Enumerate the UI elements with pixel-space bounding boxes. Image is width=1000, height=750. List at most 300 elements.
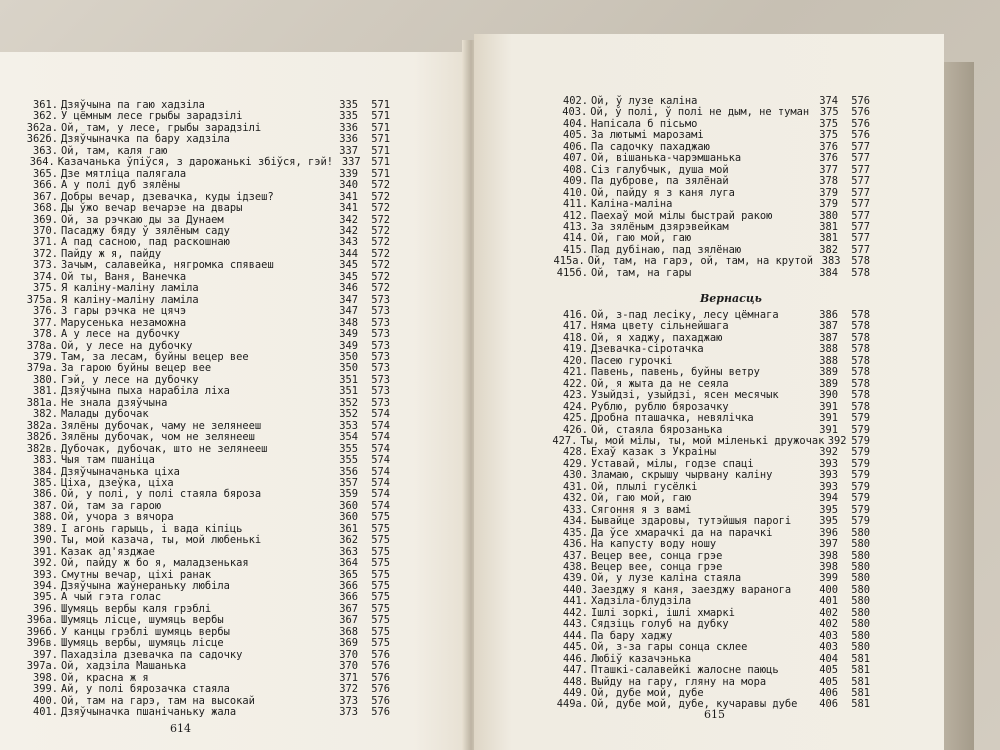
entry-notes-page: 577 [851, 243, 870, 256]
entry-title: Ой ты, Ваня, Ванечка [61, 270, 187, 283]
entry-title: Шумяць вербы каля грэблі [61, 602, 212, 615]
entry-number: 379а. [26, 362, 58, 375]
entry-text-page: 397 [819, 538, 838, 551]
entry-notes-page: 576 [851, 117, 870, 130]
entry-title: Дзяўчына па гаю хадзіла [61, 99, 205, 111]
entry-text-page: 379 [819, 198, 838, 211]
entry-text-page: 388 [819, 354, 838, 367]
entry-notes-page: 573 [371, 373, 390, 386]
index-entry [548, 493, 870, 504]
entry-notes-page: 580 [851, 549, 870, 562]
entry-title: Каліна-маліна [591, 198, 673, 211]
entry-text-page: 357 [339, 476, 358, 489]
entry-text-page: 390 [819, 389, 838, 402]
entry-number: 443. [562, 618, 588, 631]
entry-title: Гэй, у лесе на дубочку [61, 373, 199, 386]
entry-text-page: 405 [819, 675, 838, 688]
entry-notes-page: 581 [851, 675, 870, 688]
entry-number: 396а. [26, 614, 58, 627]
entry-text-page: 341 [339, 190, 358, 203]
index-entry [548, 268, 870, 279]
entry-notes-page: 572 [371, 190, 390, 203]
entry-notes-page: 579 [851, 446, 870, 459]
entry-number: 363. [32, 144, 58, 157]
entry-title: Ішлі зоркі, ішлі хмаркі [591, 606, 735, 619]
entry-number: 436. [562, 538, 588, 551]
entry-text-page: 352 [339, 396, 358, 409]
entry-title: Чыя там пшаніца [61, 454, 155, 467]
entry-number: 396в. [26, 637, 58, 650]
entry-notes-page: 578 [851, 309, 870, 321]
entry-text-page: 360 [339, 511, 358, 524]
entry-number: 385. [32, 476, 58, 489]
entry-text-page: 396 [819, 526, 838, 539]
index-entry [18, 180, 390, 191]
entry-text-page: 343 [339, 236, 358, 249]
entry-text-page: 405 [819, 664, 838, 677]
left-index-list [18, 100, 390, 718]
entry-notes-page: 580 [851, 560, 870, 573]
entry-number: 382. [32, 408, 58, 421]
entry-notes-page: 573 [371, 293, 390, 306]
entry-title: І агонь гарыць, і вада кіпіць [61, 522, 243, 535]
entry-title: Добры вечар, дзевачка, куды ідзеш? [61, 190, 274, 203]
entry-number: 368. [32, 202, 58, 215]
entry-text-page: 345 [339, 259, 358, 272]
index-entry [548, 390, 870, 401]
entry-text-page: 366 [339, 580, 358, 593]
index-entry [548, 642, 870, 653]
index-entry [18, 707, 390, 718]
entry-text-page: 362 [339, 534, 358, 547]
entry-number: 392. [32, 557, 58, 570]
entry-title: Ой, дубе мой, дубе, кучаравы дубе [591, 698, 798, 711]
entry-text-page: 389 [819, 377, 838, 390]
entry-text-page: 355 [339, 454, 358, 467]
entry-notes-page: 572 [371, 213, 390, 226]
entry-number: 447. [562, 664, 588, 677]
entry-text-page: 342 [339, 224, 358, 237]
entry-number: 409. [562, 175, 588, 188]
entry-title: Вецер вее, сонца грэе [591, 560, 723, 573]
entry-notes-page: 579 [851, 503, 870, 516]
entry-text-page: 340 [339, 179, 358, 192]
entry-number: 440. [562, 583, 588, 596]
entry-notes-page: 578 [851, 400, 870, 413]
entry-number: 444. [562, 629, 588, 642]
entry-notes-page: 572 [371, 179, 390, 192]
entry-text-page: 391 [819, 412, 838, 425]
entry-number: 362а. [26, 121, 58, 134]
entry-title: Узыйдзі, узыйдзі, ясен месячык [591, 389, 779, 402]
entry-notes-page: 579 [851, 457, 870, 470]
entry-title: Ой, там, у лесе, грыбы зарадзілі [61, 121, 262, 134]
entry-notes-page: 576 [371, 648, 390, 661]
entry-number: 431. [562, 480, 588, 493]
entry-notes-page: 573 [371, 362, 390, 375]
entry-text-page: 366 [339, 591, 358, 604]
entry-notes-page: 578 [851, 331, 870, 344]
entry-number: 387. [32, 499, 58, 512]
entry-notes-page: 577 [851, 220, 870, 233]
entry-number: 382а. [26, 419, 58, 432]
entry-title: Я каліну-маліну ламіла [61, 293, 199, 306]
entry-title: Ой, за рэчкаю ды за Дунаем [61, 213, 224, 226]
entry-notes-page: 581 [851, 686, 870, 699]
index-entry [548, 367, 870, 378]
entry-notes-page: 575 [371, 580, 390, 593]
entry-text-page: 342 [339, 213, 358, 226]
index-entry [548, 153, 870, 164]
left-page-number: 614 [170, 722, 191, 735]
entry-text-page: 389 [819, 366, 838, 379]
entry-title: Марусенька незаможна [61, 316, 187, 329]
entry-notes-page: 578 [851, 366, 870, 379]
entry-notes-page: 580 [851, 629, 870, 642]
entry-notes-page: 576 [371, 683, 390, 696]
entry-title: Ой, плылі гусёлкі [591, 480, 698, 493]
entry-notes-page: 574 [371, 454, 390, 467]
entry-text-page: 386 [819, 309, 838, 321]
entry-text-page: 351 [339, 385, 358, 398]
entry-number: 366. [32, 179, 58, 192]
entry-notes-page: 574 [371, 408, 390, 421]
entry-text-page: 374 [819, 95, 838, 107]
entry-title: Ой, з-пад лесіку, лесу цёмнага [591, 309, 779, 321]
entry-text-page: 373 [339, 694, 358, 707]
entry-title: Зачым, салавейка, нягромка спяваеш [61, 259, 274, 272]
entry-title: Ой, стаяла бярозанька [591, 423, 723, 436]
entry-title: Ты, мой мілы, ты, мой міленькі дружочак [580, 434, 825, 447]
entry-number: 398. [32, 671, 58, 684]
entry-notes-page: 576 [851, 95, 870, 107]
entry-number: 390. [32, 534, 58, 547]
entry-text-page: 363 [339, 545, 358, 558]
book-cover-edge [944, 62, 974, 750]
entry-text-page: 391 [819, 400, 838, 413]
entry-notes-page: 574 [371, 476, 390, 489]
entry-notes-page: 580 [851, 618, 870, 631]
entry-title: Ой, красна ж я [61, 671, 149, 684]
entry-number: 415а. [553, 255, 585, 268]
index-entry [548, 199, 870, 210]
entry-text-page: 350 [339, 350, 358, 363]
entry-notes-page: 572 [371, 224, 390, 237]
entry-title: Дзяўчына жаўнераньку любіла [61, 580, 230, 593]
entry-notes-page: 578 [851, 377, 870, 390]
entry-notes-page: 575 [371, 511, 390, 524]
index-entry [18, 283, 390, 294]
entry-number: 419. [562, 343, 588, 356]
entry-number: 400. [32, 694, 58, 707]
entry-number: 380. [32, 373, 58, 386]
entry-text-page: 360 [339, 499, 358, 512]
entry-title: Шумяць вербы, шумяць лісце [61, 637, 224, 650]
index-entry [548, 539, 870, 550]
entry-notes-page: 573 [371, 396, 390, 409]
entry-text-page: 380 [819, 209, 838, 222]
right-index-list-bottom [548, 310, 870, 711]
entry-number: 377. [32, 316, 58, 329]
entry-text-page: 337 [341, 156, 361, 169]
entry-number: 382б. [26, 431, 58, 444]
entry-title: Ехаў казак з Украіны [591, 446, 717, 459]
entry-title: Ой, гаю мой, гаю [591, 232, 692, 245]
entry-notes-page: 580 [851, 641, 870, 654]
entry-text-page: 370 [339, 648, 358, 661]
entry-notes-page: 576 [371, 694, 390, 707]
entry-title: Казак ад'язджае [61, 545, 155, 558]
entry-text-page: 356 [339, 465, 358, 478]
entry-number: 372. [32, 247, 58, 260]
entry-number: 441. [562, 595, 588, 608]
entry-number: 395. [32, 591, 58, 604]
entry-title: Пад дубінаю, пад зялёнаю [591, 243, 742, 256]
entry-text-page: 377 [819, 163, 838, 176]
entry-notes-page: 576 [371, 706, 390, 719]
entry-number: 396б. [26, 625, 58, 638]
entry-notes-page: 580 [851, 572, 870, 585]
entry-title: Зялёны дубочак, чом не зелянееш [61, 431, 255, 444]
entry-text-page: 400 [819, 583, 838, 596]
entry-text-page: 353 [339, 419, 358, 432]
entry-title: Па садочку пахаджаю [591, 140, 710, 153]
entry-title: Ой, там за гарою [61, 499, 162, 512]
entry-number: 422. [562, 377, 588, 390]
entry-notes-page: 572 [371, 259, 390, 272]
entry-notes-page: 572 [371, 202, 390, 215]
entry-number: 438. [562, 560, 588, 573]
entry-notes-page: 573 [371, 350, 390, 363]
entry-number: 432. [562, 492, 588, 505]
entry-notes-page: 573 [371, 339, 390, 352]
entry-title: Ой, пайду ж бо я, маладзенькая [61, 557, 249, 570]
entry-title: Ой, з-за гары сонца склее [591, 641, 748, 654]
entry-number: 435. [562, 526, 588, 539]
entry-title: Дзе мятліца палягала [61, 167, 187, 180]
entry-notes-page: 576 [371, 671, 390, 684]
entry-notes-page: 580 [851, 526, 870, 539]
entry-title: Малады дубочак [61, 408, 149, 421]
entry-notes-page: 575 [371, 614, 390, 627]
index-entry [548, 176, 870, 187]
entry-number: 448. [562, 675, 588, 688]
entry-notes-page: 572 [371, 270, 390, 283]
entry-notes-page: 577 [851, 175, 870, 188]
entry-title: На капусту воду ношу [591, 538, 717, 551]
entry-title: А у полі дуб зялёны [61, 179, 180, 192]
entry-notes-page: 577 [851, 152, 870, 165]
entry-text-page: 393 [819, 469, 838, 482]
entry-title: Рублю, рублю бярозачку [591, 400, 729, 413]
entry-notes-page: 579 [851, 492, 870, 505]
entry-notes-page: 580 [851, 583, 870, 596]
entry-notes-page: 575 [371, 591, 390, 604]
entry-text-page: 371 [339, 671, 358, 684]
entry-text-page: 399 [819, 572, 838, 585]
entry-number: 362. [32, 110, 58, 123]
entry-title: Ой, у лузе каліна стаяла [591, 572, 742, 585]
entry-title: З гары рэчка не цячэ [61, 305, 187, 318]
index-entry [18, 409, 390, 420]
entry-number: 388. [32, 511, 58, 524]
entry-text-page: 373 [339, 706, 358, 719]
entry-title: А у лесе на дубочку [61, 328, 180, 341]
entry-title: Пайду ж я, пайду [61, 247, 162, 260]
entry-notes-page: 579 [851, 515, 870, 528]
entry-text-page: 349 [339, 328, 358, 341]
entry-text-page: 337 [339, 144, 358, 157]
entry-title: Ды ўжо вечар вечарэе на двары [61, 202, 243, 215]
entry-title: Ты, мой казача, ты, мой любенькі [61, 534, 262, 547]
entry-notes-page: 575 [371, 534, 390, 547]
entry-title: Ой, ў лузе каліна [591, 95, 698, 107]
entry-title: Ой, учора з вячора [61, 511, 174, 524]
entry-title: Сядзіць голуб на дубку [591, 618, 729, 631]
entry-text-page: 339 [339, 167, 358, 180]
entry-title: Заезджу я каня, заезджу варанога [591, 583, 792, 596]
entry-text-page: 335 [339, 99, 358, 111]
entry-title: А чый гэта голас [61, 591, 162, 604]
entry-notes-page: 575 [371, 637, 390, 650]
entry-notes-page: 571 [371, 110, 390, 123]
entry-number: 429. [562, 457, 588, 470]
entry-title: Ой, дубе мой, дубе [591, 686, 704, 699]
entry-notes-page: 573 [371, 328, 390, 341]
entry-title: Пташкі-салавейкі жалосне паюць [591, 664, 779, 677]
entry-text-page: 398 [819, 549, 838, 562]
entry-number: 371. [32, 236, 58, 249]
index-entry [18, 329, 390, 340]
entry-text-page: 375 [819, 129, 838, 142]
entry-number: 379. [32, 350, 58, 363]
entry-text-page: 404 [819, 652, 838, 665]
entry-title: Ой, гаю мой, гаю [591, 492, 692, 505]
entry-notes-page: 573 [371, 385, 390, 398]
entry-notes-page: 576 [851, 106, 870, 119]
entry-notes-page: 579 [851, 469, 870, 482]
entry-number: 445. [562, 641, 588, 654]
index-entry [18, 661, 390, 672]
index-entry [548, 516, 870, 527]
index-entry [18, 684, 390, 695]
entry-number: 365. [32, 167, 58, 180]
entry-text-page: 365 [339, 568, 358, 581]
entry-title: Зялёны дубочак, чаму не зелянееш [61, 419, 262, 432]
entry-title: Ой, вішанька-чарэмшанька [591, 152, 742, 165]
entry-text-page: 346 [339, 282, 358, 295]
entry-notes-page: 573 [371, 305, 390, 318]
entry-title: Да ўсе хмарачкі да на парачкі [591, 526, 773, 539]
entry-text-page: 350 [339, 362, 358, 375]
entry-text-page: 393 [819, 457, 838, 470]
entry-text-page: 376 [819, 140, 838, 153]
entry-number: 381а. [26, 396, 58, 409]
entry-title: Смутны вечар, ціхі ранак [61, 568, 212, 581]
entry-title: Пасею гурочкі [591, 354, 673, 367]
entry-notes-page: 571 [371, 167, 390, 180]
index-entry [18, 203, 390, 214]
entry-text-page: 378 [819, 175, 838, 188]
entry-text-page: 401 [819, 595, 838, 608]
entry-number: 411. [562, 198, 588, 211]
entry-number: 421. [562, 366, 588, 379]
entry-notes-page: 575 [371, 522, 390, 535]
entry-number: 375а. [26, 293, 58, 306]
entry-text-page: 336 [339, 121, 358, 134]
entry-number: 367. [32, 190, 58, 203]
entry-notes-page: 574 [371, 499, 390, 512]
entry-title: Ай, у полі бярозачка стаяла [61, 683, 230, 696]
entry-notes-page: 574 [371, 442, 390, 455]
entry-notes-page: 576 [371, 660, 390, 673]
entry-title: Напісала б пісьмо [591, 117, 698, 130]
entry-text-page: 344 [339, 247, 358, 260]
entry-number: 401. [32, 706, 58, 719]
entry-number: 389. [32, 522, 58, 535]
index-entry [18, 558, 390, 569]
entry-title: Дубочак, дубочак, што не зелянееш [61, 442, 268, 455]
entry-number: 415б. [556, 266, 588, 279]
entry-title: Павень, павень, буйны ветру [591, 366, 760, 379]
entry-number: 386. [32, 488, 58, 501]
entry-text-page: 370 [339, 660, 358, 673]
entry-title: Сягоння я з вамі [591, 503, 692, 516]
entry-text-page: 403 [819, 629, 838, 642]
entry-text-page: 398 [819, 560, 838, 573]
entry-title: Ціха, дзеўка, ціха [61, 476, 174, 489]
entry-number: 449. [562, 686, 588, 699]
entry-title: За гарою буйны вецер вее [61, 362, 212, 375]
entry-text-page: 359 [339, 488, 358, 501]
entry-text-page: 379 [819, 186, 838, 199]
entry-notes-page: 575 [371, 545, 390, 558]
entry-number: 397. [32, 648, 58, 661]
entry-number: 408. [562, 163, 588, 176]
entry-title: Выйду на гару, гляну на мора [591, 675, 767, 688]
entry-number: 394. [32, 580, 58, 593]
entry-title: Зламаю, скрышу чырвану каліну [591, 469, 773, 482]
entry-number: 362б. [26, 133, 58, 146]
entry-text-page: 387 [819, 320, 838, 333]
entry-title: Бывайце здаровы, тутэйшыя парогі [591, 515, 792, 528]
entry-title: Дзяўчыначка пшанічаньку жала [61, 706, 237, 719]
entry-notes-page: 577 [851, 198, 870, 211]
entry-text-page: 345 [339, 270, 358, 283]
entry-title: Пахадзіла дзевачка па садочку [61, 648, 243, 661]
index-entry [18, 432, 390, 443]
entry-title: Ой, хадзіла Машанька [61, 660, 187, 673]
entry-notes-page: 581 [851, 652, 870, 665]
entry-number: 426. [562, 423, 588, 436]
entry-text-page: 376 [819, 152, 838, 165]
entry-notes-page: 575 [371, 602, 390, 615]
entry-title: Я каліну-маліну ламіла [61, 282, 199, 295]
entry-number: 446. [562, 652, 588, 665]
entry-text-page: 375 [819, 117, 838, 130]
entry-title: Там, за лесам, буйны вецер вее [61, 350, 249, 363]
entry-notes-page: 571 [371, 133, 390, 146]
entry-number: 430. [562, 469, 588, 482]
entry-title: Шумяць лісце, шумяць вербы [61, 614, 224, 627]
entry-title: Ой, ў полі, ў полі не дым, не туман [590, 106, 810, 119]
entry-title: За зялёным дзярэвейкам [591, 220, 729, 233]
entry-notes-page: 572 [371, 282, 390, 295]
index-entry [548, 413, 870, 424]
entry-text-page: 392 [819, 446, 838, 459]
entry-text-page: 347 [339, 293, 358, 306]
entry-text-page: 372 [339, 683, 358, 696]
